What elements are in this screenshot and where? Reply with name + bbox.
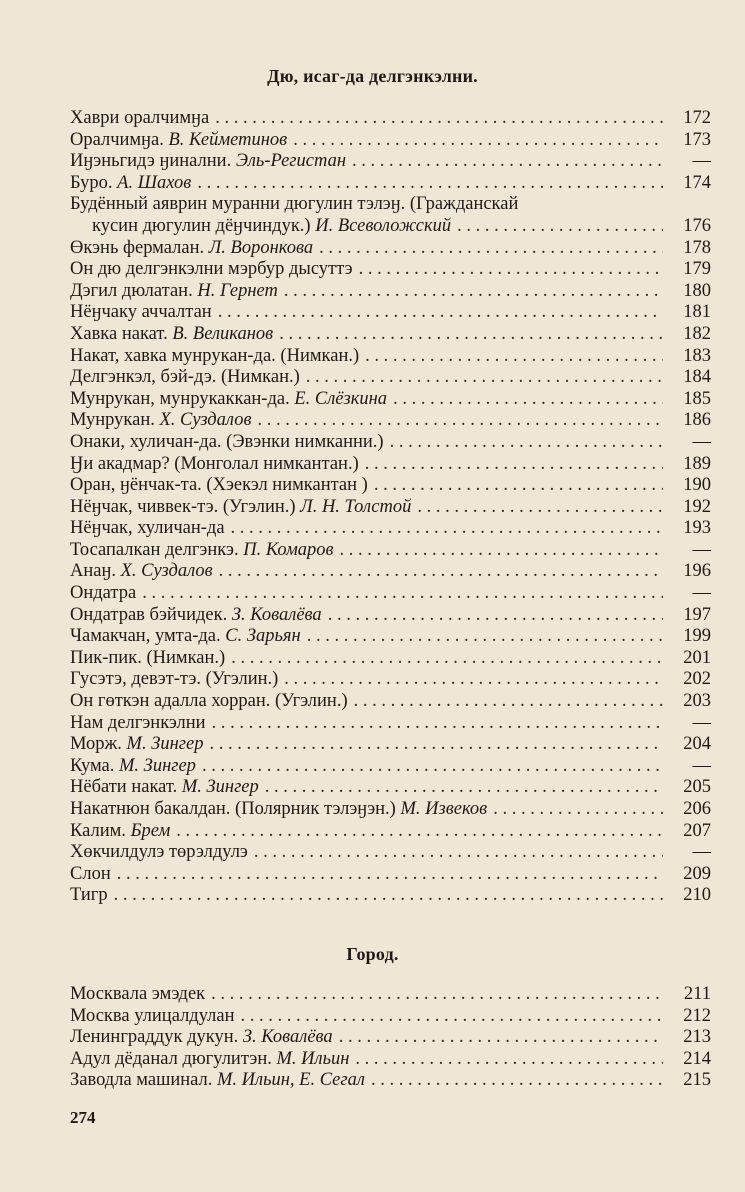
toc-entry-author: З. Ковалёва	[242, 1027, 333, 1048]
toc-entry-page: 180	[683, 280, 711, 301]
dot-leader	[209, 734, 663, 756]
toc-entry-title: Пик-пик. (Нимкан.)	[70, 647, 226, 668]
toc-entry-page: 181	[683, 302, 711, 323]
dot-leader	[307, 626, 663, 648]
toc-entry	[70, 238, 711, 260]
toc-entry-author: Брем	[130, 820, 171, 841]
toc-entry-title: Москвала эмэдек	[70, 984, 206, 1004]
toc-entry	[70, 1006, 711, 1028]
toc-entry	[70, 842, 711, 864]
toc-entry	[70, 821, 711, 843]
dot-leader	[328, 605, 663, 627]
toc-entry-title: Гусэтэ, девэт-тэ. (Угэлин.)	[70, 669, 279, 690]
toc-entry	[70, 756, 711, 778]
dot-leader	[339, 1027, 663, 1049]
toc-entry	[70, 864, 711, 886]
toc-entry-title: Калим.	[70, 820, 126, 841]
toc-entry	[70, 626, 711, 648]
toc-entry-title: Ленинграддук дукун.	[70, 1027, 239, 1048]
toc-entry-line2	[70, 216, 711, 238]
dot-leader	[265, 777, 663, 799]
toc-entry	[70, 1070, 711, 1092]
toc-entry	[70, 454, 711, 476]
toc-entry-title: Оран, ӈёнчак-та. (Хэекэл нимкантан )	[70, 475, 368, 496]
dot-leader	[212, 713, 663, 735]
toc-entry	[70, 1027, 711, 1049]
toc-entry	[70, 605, 711, 627]
toc-entry-page: 212	[683, 1005, 711, 1026]
toc-entry-title: Нёбати накат.	[70, 777, 178, 798]
page-number: 274	[70, 1108, 96, 1127]
dot-leader	[231, 648, 663, 670]
dot-leader	[293, 130, 663, 152]
toc-entry-title-line1: Будённый аяврин муранни дюгулин тэлэӈ. (Гражданскай	[70, 194, 519, 215]
toc-section-2	[70, 984, 711, 1092]
toc-entry-page: 206	[683, 799, 711, 819]
toc-entry	[70, 540, 711, 562]
dot-leader	[241, 1006, 664, 1028]
toc-entry	[70, 130, 711, 152]
toc-entry-title: Мунрукан.	[70, 410, 155, 431]
dot-leader	[254, 842, 663, 864]
toc-entry-page: —	[692, 712, 711, 733]
dot-leader	[393, 389, 663, 411]
toc-entry	[70, 324, 711, 346]
toc-entry-page: 209	[683, 863, 711, 884]
toc-entry-author: Е. Слёзкина	[294, 388, 388, 409]
dot-leader	[374, 475, 663, 497]
toc-entry-title: Морж.	[70, 734, 122, 755]
toc-entry-page: 182	[683, 323, 711, 344]
toc-entry-page: 202	[683, 669, 711, 690]
toc-entry-page: 205	[683, 777, 711, 798]
toc-entry-title: Буро.	[70, 172, 113, 193]
dot-leader	[340, 540, 663, 562]
toc-entry	[70, 281, 711, 303]
toc-entry	[70, 561, 711, 583]
toc-entry	[70, 713, 711, 735]
toc-entry-page: 211	[683, 984, 711, 1004]
toc-entry-page: 176	[683, 215, 711, 236]
toc-entry	[70, 389, 711, 411]
toc-entry-title: Он дю делгэнкэлни мэрбур дысуттэ	[70, 259, 353, 280]
toc-entry-title: Заводла машинал.	[70, 1070, 213, 1091]
toc-entry-title: Накат, хавка мунрукан-да. (Нимкан.)	[70, 345, 360, 366]
toc-entry-title: Нёӈчаку аччалтан	[70, 302, 212, 323]
toc-entry	[70, 151, 711, 173]
toc-entry-title: Нёӈчак, чиввек-тэ. (Угэлин.)	[70, 496, 296, 517]
dot-leader	[218, 302, 663, 324]
toc-entry-page: 184	[683, 367, 711, 388]
dot-leader	[284, 669, 663, 691]
toc-entry-page: 193	[683, 518, 711, 539]
dot-leader	[352, 151, 663, 173]
dot-leader	[117, 864, 663, 886]
toc-entry	[70, 518, 711, 540]
toc-entry-title: Дэгил дюлатан.	[70, 280, 193, 301]
toc-entry	[70, 410, 711, 432]
toc-entry-page: —	[692, 151, 711, 172]
toc-group-c	[70, 984, 711, 1092]
toc-entry-author: М. Извеков	[400, 799, 488, 819]
toc-entry-author: П. Комаров	[243, 539, 334, 560]
toc-entry-page: 172	[683, 108, 711, 128]
toc-section-1	[70, 108, 711, 907]
toc-entry-page: 189	[683, 453, 711, 474]
toc-entry-page: 213	[683, 1027, 711, 1048]
toc-entry-author: Л. Н. Толстой	[300, 496, 412, 517]
toc-entry-page: 207	[683, 820, 711, 841]
toc-entry-title: Тосапалкан делгэнкэ.	[70, 539, 239, 560]
toc-entry-title: кусин дюгулин дёӈчиндук.)	[92, 215, 311, 236]
toc-entry-title: Хөкчилдулэ төрэлдулэ	[70, 842, 248, 863]
toc-entry-page: 201	[683, 647, 711, 668]
toc-entry-page: 203	[683, 691, 711, 712]
toc-entry-author: В. Великанов	[172, 323, 274, 344]
toc-entry	[70, 475, 711, 497]
toc-group-a	[70, 108, 711, 194]
section-heading-1: Дю, исаг-да делгэнкэлни.	[267, 66, 478, 86]
toc-entry	[70, 497, 711, 519]
toc-entry-author: С. Зарьян	[225, 626, 301, 647]
toc-entry-author: В. Кейметинов	[168, 129, 288, 150]
toc-entry-author: Х. Суздалов	[120, 561, 213, 582]
toc-entry-title: Хавка накат.	[70, 323, 168, 344]
toc-entry-title: Делгэнкэл, бэй-дэ. (Нимкан.)	[70, 367, 300, 388]
dot-leader	[114, 885, 663, 907]
toc-entry-author: Эль-Регистан	[235, 151, 346, 172]
dot-leader	[354, 691, 663, 713]
toc-entry-title: Оралчимӈа.	[70, 129, 164, 150]
toc-entry	[70, 777, 711, 799]
toc-entry-title: Өкэнь фермалан.	[70, 237, 205, 258]
toc-entry-title: Анаӈ.	[70, 561, 116, 582]
dot-leader	[231, 518, 663, 540]
dot-leader	[197, 173, 663, 195]
toc-entry-page: 174	[683, 172, 711, 193]
dot-leader	[306, 367, 663, 389]
toc-entry	[70, 691, 711, 713]
dot-leader	[202, 756, 663, 778]
dot-leader	[365, 454, 663, 476]
toc-entry-title: Москва улицалдулан	[70, 1005, 235, 1026]
toc-entry-title: Адул дёданал дюгулитэн.	[70, 1048, 272, 1069]
toc-entry-page: 214	[683, 1048, 711, 1069]
toc-entry	[70, 1049, 711, 1071]
toc-entry	[70, 984, 711, 1006]
toc-entry-page: 190	[683, 475, 711, 496]
toc-entry-title: Иӈэньгидэ ӈинални.	[70, 151, 232, 172]
toc-entry-page: 186	[683, 410, 711, 431]
toc-entry-page: —	[692, 842, 711, 863]
toc-group-b	[70, 238, 711, 907]
toc-entry	[70, 669, 711, 691]
toc-entry	[70, 108, 711, 130]
dot-leader	[142, 583, 663, 605]
toc-entry-author: М. Ильин, Е. Сегал	[216, 1070, 365, 1091]
toc-entry-title: Хаври оралчимӈа	[70, 108, 210, 128]
toc-entry-page: 215	[683, 1070, 711, 1091]
dot-leader	[319, 238, 663, 260]
toc-entry-page: 185	[683, 388, 711, 409]
dot-leader	[365, 346, 663, 368]
dot-leader	[257, 410, 663, 432]
dot-leader	[371, 1070, 663, 1092]
toc-entry-title: Ӈи акадмар? (Монголал нимкантан.)	[70, 453, 359, 474]
toc-entry-page: —	[692, 431, 711, 452]
toc-entry-title: Тигр	[70, 885, 108, 906]
toc-entry	[70, 302, 711, 324]
toc-entry	[70, 734, 711, 756]
toc-entry-author: И. Всеволожский	[315, 215, 452, 236]
toc-entry-title: Ондатрав бэйчидек.	[70, 604, 228, 625]
toc-entry-page: —	[692, 583, 711, 604]
dot-leader	[211, 984, 663, 1006]
toc-entry	[70, 885, 711, 907]
dot-leader	[493, 799, 663, 821]
toc-entry-title: Мунрукан, мунрукаккан-да.	[70, 388, 290, 409]
toc-entry-author: М. Зингер	[181, 777, 259, 798]
toc-entry-title: Нам делгэнкэлни	[70, 712, 206, 733]
dot-leader	[457, 216, 663, 238]
toc-entry-page: 210	[683, 885, 711, 906]
toc-entry-page: 183	[683, 345, 711, 366]
section-heading-2: Город.	[346, 944, 399, 964]
toc-entry-author: М. Зингер	[126, 734, 204, 755]
dot-leader	[390, 432, 663, 454]
toc-entry	[70, 432, 711, 454]
toc-entry	[70, 799, 711, 821]
toc-entry-page: 197	[683, 604, 711, 625]
toc-entry-page: 173	[683, 129, 711, 150]
toc-entry-author: З. Ковалёва	[231, 604, 322, 625]
dot-leader	[417, 497, 663, 519]
toc-entry-title: Слон	[70, 863, 111, 884]
dot-leader	[176, 821, 663, 843]
toc-entry-author: М. Зингер	[119, 755, 196, 776]
toc-entry	[70, 173, 711, 195]
toc-entry-page: 178	[683, 237, 711, 258]
toc-entry-page: 192	[683, 496, 711, 517]
toc-entry-page: 179	[683, 259, 711, 280]
toc-entry-title: Нёӈчак, хуличан-да	[70, 518, 225, 539]
toc-entry-author: М. Ильин	[276, 1048, 350, 1069]
toc-entry-author: Л. Воронкова	[208, 237, 314, 258]
toc-entry-page: 196	[683, 561, 711, 582]
dot-leader	[279, 324, 663, 346]
toc-entry-title: Онаки, хуличан-да. (Эвэнки нимканни.)	[70, 431, 384, 452]
dot-leader	[215, 108, 663, 130]
toc-entry-page: 204	[683, 734, 711, 755]
toc-entry-title: Чамакчан, умта-да.	[70, 626, 221, 647]
toc-entry-page: —	[692, 755, 711, 776]
toc-entry	[70, 259, 711, 281]
toc-entry-page: —	[692, 539, 711, 560]
toc-entry-title: Он гөткэн адалла хорран. (Угэлин.)	[70, 691, 348, 712]
dot-leader	[284, 281, 663, 303]
toc-entry	[70, 648, 711, 670]
dot-leader	[359, 259, 663, 281]
dot-leader	[355, 1049, 663, 1071]
toc-entry	[70, 367, 711, 389]
dot-leader	[219, 561, 663, 583]
toc-entry-author: Х. Суздалов	[159, 410, 252, 431]
toc-entry	[70, 346, 711, 368]
toc-entry-wrapped	[70, 194, 711, 237]
toc-entry-title: Ондатра	[70, 583, 137, 604]
toc-entry-author: А. Шахов	[117, 172, 192, 193]
toc-entry	[70, 583, 711, 605]
toc-entry-title: Накатнюн бакалдан. (Полярник тэлэӈэн.)	[70, 799, 396, 819]
toc-entry-title: Кума.	[70, 755, 115, 776]
toc-entry-author: Н. Гернет	[197, 280, 278, 301]
toc-entry-page: 199	[683, 626, 711, 647]
